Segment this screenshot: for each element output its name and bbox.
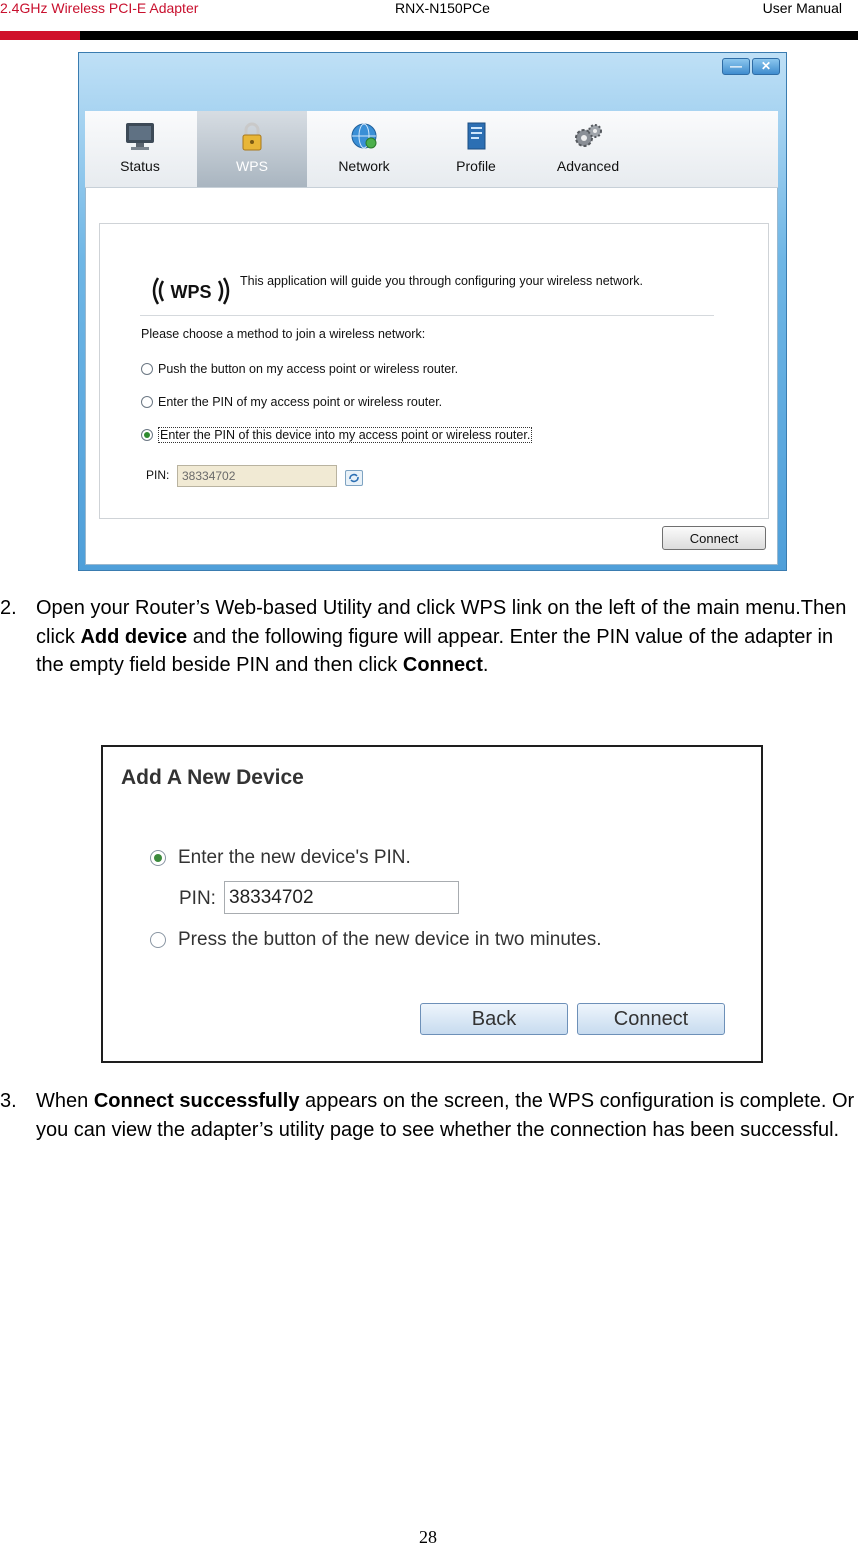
option-label: Push the button on my access point or wireless router. xyxy=(158,362,459,376)
step3-text: appears on the screen, the WPS configuration is complete. Or you can view the adapter’s utility page to see whether the connection has been successful. xyxy=(36,1090,855,1141)
gears-icon xyxy=(571,121,605,153)
back-button[interactable]: Back xyxy=(420,1003,568,1035)
refresh-pin-icon[interactable] xyxy=(345,470,363,486)
pin-input[interactable]: 38334702 xyxy=(224,881,459,914)
lock-icon xyxy=(235,121,269,153)
close-button[interactable]: ✕ xyxy=(752,58,780,75)
document-icon xyxy=(459,121,493,153)
option-enter-pin[interactable] xyxy=(150,847,411,869)
header-rule xyxy=(80,31,858,40)
tab-profile[interactable] xyxy=(421,111,531,187)
header-doc-type: User Manual xyxy=(762,0,842,16)
utility-window xyxy=(78,52,787,571)
radio-button-selected[interactable] xyxy=(141,429,153,441)
option-label: Enter the PIN of my access point or wireless router. xyxy=(158,395,443,409)
pin-label: PIN: xyxy=(146,468,170,482)
tab-label: Status xyxy=(120,158,160,174)
option-device-pin[interactable] xyxy=(141,427,532,443)
wps-method-group xyxy=(99,223,769,519)
tab-advanced[interactable] xyxy=(533,111,643,187)
tab-label: Network xyxy=(338,158,390,174)
option-label: Enter the PIN of this device into my access point or wireless router. xyxy=(160,428,531,442)
option-push-button[interactable] xyxy=(141,362,458,376)
globe-icon xyxy=(347,121,381,153)
step2-text: and the following figure will appear. Enter the PIN value of the adapter in the empty field beside PIN and then click xyxy=(36,625,834,676)
step3-text: When xyxy=(36,1090,94,1112)
tab-wps[interactable] xyxy=(197,111,307,187)
pin-field[interactable]: 38334702 xyxy=(177,465,337,487)
header-model: RNX-N150PCe xyxy=(395,0,490,16)
option-label: Press the button of the new device in two minutes. xyxy=(178,929,602,950)
tab-status[interactable] xyxy=(85,111,195,187)
tab-network[interactable] xyxy=(309,111,419,187)
wps-guide-text: This application will guide you through configuring your wireless network. xyxy=(240,274,643,288)
radio-button-selected[interactable] xyxy=(150,850,166,866)
header-product-name: 2.4GHz Wireless PCI-E Adapter xyxy=(0,0,199,16)
tab-label: Advanced xyxy=(556,158,620,174)
step-number: 2. xyxy=(0,597,17,619)
radio-button[interactable] xyxy=(141,396,153,408)
dialog-title: Add A New Device xyxy=(121,766,304,789)
page-number: 28 xyxy=(419,1527,437,1547)
wps-logo-icon xyxy=(148,274,234,308)
radio-button[interactable] xyxy=(141,363,153,375)
step3-emphasis-connect-successfully: Connect successfully xyxy=(93,1090,300,1112)
choose-method-text: Please choose a method to join a wireless network: xyxy=(141,327,426,341)
header-accent-bar xyxy=(0,31,80,40)
option-ap-pin[interactable] xyxy=(141,395,442,409)
utility-tab-bar xyxy=(85,111,778,188)
option-label: Enter the new device's PIN. xyxy=(178,847,411,868)
step2-emphasis-connect: Connect xyxy=(402,654,483,676)
connect-button[interactable]: Connect xyxy=(577,1003,725,1035)
step2-emphasis-add-device: Add device xyxy=(80,625,188,648)
wps-logo-text: WPS xyxy=(170,282,212,302)
step2-text: . xyxy=(482,654,489,676)
window-controls xyxy=(722,58,780,75)
radio-button[interactable] xyxy=(150,932,166,948)
minimize-button[interactable]: — xyxy=(722,58,750,75)
step2-text: Open your Router’s Web-based Utility and click WPS link on the left of the main menu.Then click xyxy=(36,597,847,648)
connect-button[interactable]: Connect xyxy=(662,526,766,550)
step2-paragraph xyxy=(36,594,856,680)
add-device-dialog xyxy=(101,745,763,1063)
tab-label: Profile xyxy=(456,158,496,174)
monitor-icon xyxy=(123,121,157,153)
divider xyxy=(140,315,714,316)
step3-paragraph xyxy=(36,1087,856,1144)
pin-label: PIN: xyxy=(179,888,216,909)
tab-label: WPS xyxy=(236,158,268,174)
option-push-button[interactable] xyxy=(150,929,602,951)
step-number: 3. xyxy=(0,1090,17,1112)
